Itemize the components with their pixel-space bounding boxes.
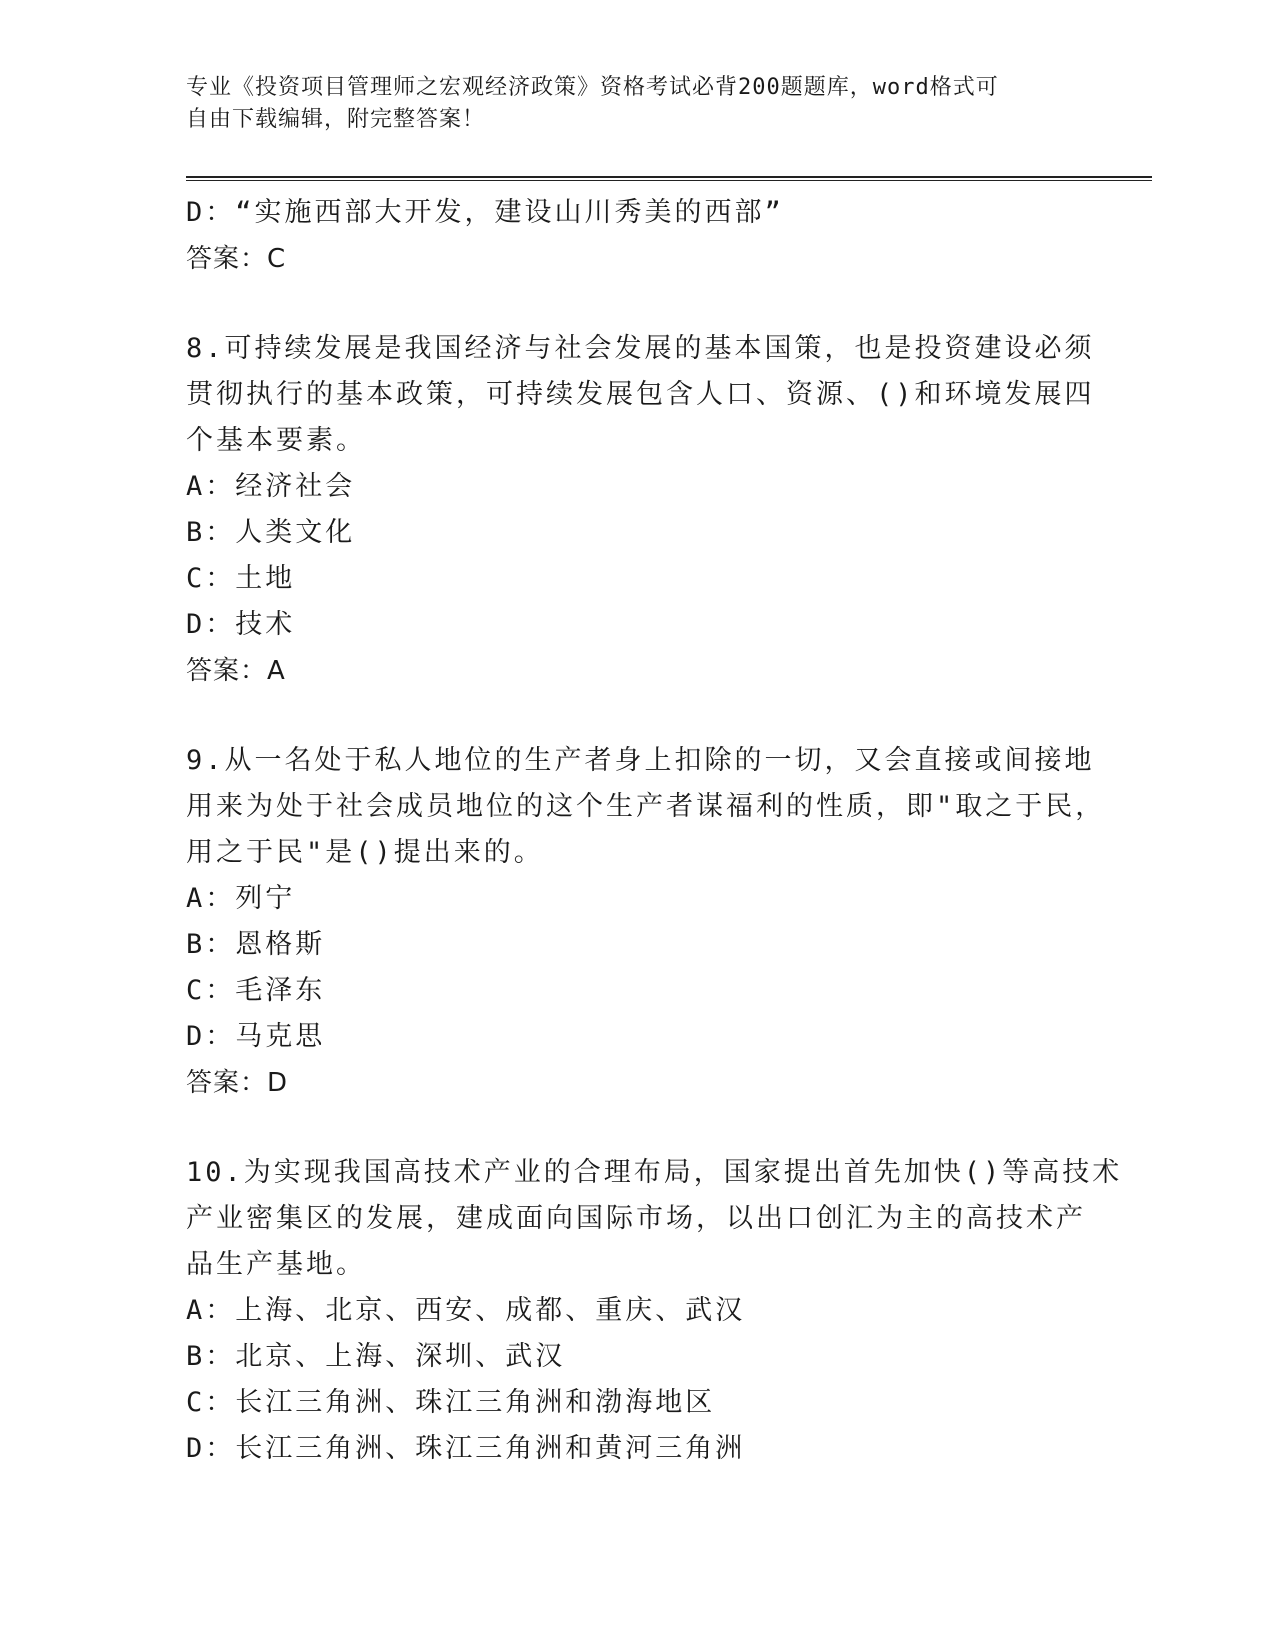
option-a: A：上海、北京、西安、成都、重庆、武汉: [186, 1295, 746, 1326]
question-text-line: 9.从一名处于私人地位的生产者身上扣除的一切，又会直接或间接地: [186, 745, 1095, 776]
question-text-line: 10.为实现我国高技术产业的合理布局，国家提出首先加快()等高技术: [186, 1157, 1123, 1188]
question-text-line: 用来为处于社会成员地位的这个生产者谋福利的性质，即"取之于民，: [186, 791, 1106, 822]
answer: 答案：C: [186, 244, 287, 274]
option-d: D：技术: [186, 609, 296, 640]
option-a: A：经济社会: [186, 471, 356, 502]
answer: 答案：A: [186, 656, 286, 686]
document-body: [186, 190, 1123, 1472]
question-10: [186, 1150, 1123, 1472]
question-text-line: 产业密集区的发展，建成面向国际市场，以出口创汇为主的高技术产: [186, 1203, 1086, 1234]
document-header: [186, 72, 1066, 136]
question-text-line: 品生产基地。: [186, 1249, 366, 1280]
question-8: [186, 326, 1095, 694]
answer: 答案：D: [186, 1068, 289, 1098]
option-d: D：“实施西部大开发，建设山川秀美的西部”: [186, 197, 784, 228]
header-line-1: 专业《投资项目管理师之宏观经济政策》资格考试必背200题题库，word格式可: [186, 75, 999, 100]
question-text-line: 贯彻执行的基本政策，可持续发展包含人口、资源、()和环境发展四: [186, 379, 1095, 410]
option-d: D：长江三角洲、珠江三角洲和黄河三角洲: [186, 1433, 746, 1464]
spacer: [186, 694, 1086, 738]
header-line-2: 自由下载编辑，附完整答案！: [186, 107, 486, 132]
header-divider: [186, 176, 1152, 181]
option-d: D：马克思: [186, 1021, 326, 1052]
question-text-line: 用之于民"是()提出来的。: [186, 837, 544, 868]
option-c: C：长江三角洲、珠江三角洲和渤海地区: [186, 1387, 716, 1418]
question-7-tail: [186, 190, 1086, 282]
question-text-line: 8.可持续发展是我国经济与社会发展的基本国策，也是投资建设必须: [186, 333, 1095, 364]
option-b: B：北京、上海、深圳、武汉: [186, 1341, 566, 1372]
spacer: [186, 282, 1086, 326]
option-a: A：列宁: [186, 883, 296, 914]
option-b: B：人类文化: [186, 517, 356, 548]
spacer: [186, 1106, 1086, 1150]
question-text-line: 个基本要素。: [186, 425, 366, 456]
question-9: [186, 738, 1106, 1106]
option-c: C：土地: [186, 563, 296, 594]
option-c: C：毛泽东: [186, 975, 326, 1006]
option-b: B：恩格斯: [186, 929, 326, 960]
